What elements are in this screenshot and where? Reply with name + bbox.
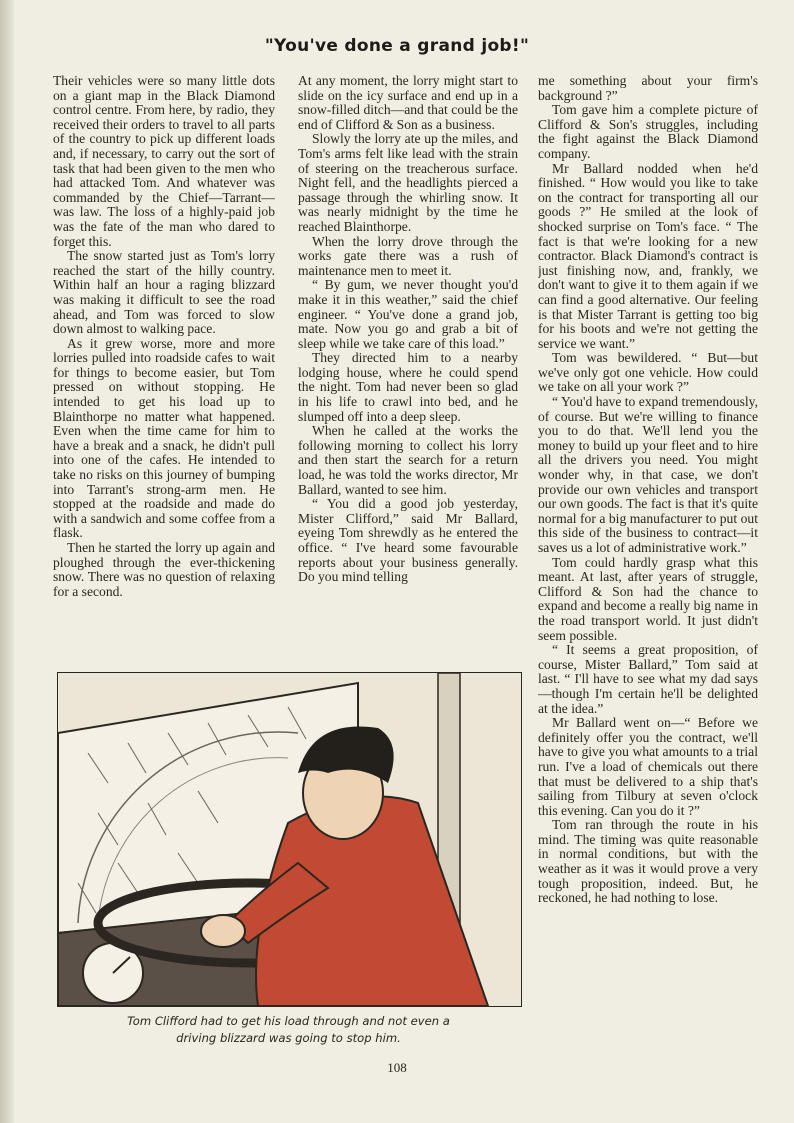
paragraph: When the lorry drove through the works gate there was a rush of maintenance men to meet it. xyxy=(298,233,518,278)
paragraph: Tom gave him a complete picture of Clifford & Son's struggles, including the fight against the Black Diamond company. xyxy=(538,102,758,161)
paragraph: “ By gum, we never thought you'd make it in this weather,” said the chief engineer. “ You've done a grand job, mate. Now you go and grab a bit of sleep while we take care of this load.” xyxy=(298,277,518,351)
paragraph: Mr Ballard nodded when he'd finished. “ How would you like to take on the contract for transporting all our goods ?” He smiled at the look of shocked surprise on Tom's face. “ The fact is that we're looking for a new contractor. Black Diamond's contract is just finishing now, and, frankly, we don't want to give it to them again if we can find a good alternative. Our feeling is that Mister Tarrant is getting too big for his boots and we're not getting the service we want.” xyxy=(538,160,758,351)
caption-line: driving blizzard was going to stop him. xyxy=(176,1031,401,1045)
paragraph: As it grew worse, more and more lorries pulled into roadside cafes to wait for things to become easier, but Tom pressed on without stopping. He intended to get his load up to Blainthorpe no matter what happened. Even when the time came for him to have a break and a snack, he didn't pull into one of the cafes. He intended to take no risks on this journey of bumping into Tarrant's strong-arm men. He stopped at the roadside and made do with a sandwich and some coffee from a flask. xyxy=(53,335,275,541)
illustration-caption xyxy=(57,1013,520,1047)
paragraph: Mr Ballard went on—“ Before we definitely offer you the contract, we'll have to give you what amounts to a trial run. I've a load of chemicals out there that must be delivered to a ship that's sailing from Tilbury at seven o'clock this evening. Can you do it ?” xyxy=(538,715,758,818)
page-binding-edge xyxy=(0,0,14,1123)
page-number: 108 xyxy=(387,1060,407,1075)
paragraph: “ It seems a great proposition, of course, Mister Ballard,” Tom said at last. “ I'll have to see what my dad says—though I'm certain he'll be delighted at the idea.” xyxy=(538,642,758,716)
paragraph: When he called at the works the following morning to collect his lorry and then start the search for a return load, he was told the works director, Mr Ballard, wanted to see him. xyxy=(298,423,518,497)
paragraph: Their vehicles were so many little dots on a giant map in the Black Diamond control centre. From here, by radio, they received their orders to travel to all parts of the country to pick up different loads and, if necessary, to carry out the sort of task that had been given to the men who had attacked Tom. And whatever was commanded by the Chief—Tarrant—was law. The loss of a highly-paid job was the fate of the man who dared to forget this. xyxy=(53,74,275,249)
paragraph: The snow started just as Tom's lorry reached the start of the hilly country. Within half an hour a raging blizzard was making it difficult to see the road ahead, and Tom was forced to slow down almost to walking pace. xyxy=(53,248,275,337)
driver-hand xyxy=(201,915,245,947)
page-title: "You've done a grand job!" xyxy=(264,36,530,56)
paragraph: They directed him to a nearby lodging house, where he could spend the night. Tom had never been so glad in his life to crawl into bed, and he slumped off into a deep sleep. xyxy=(298,350,518,424)
paragraph: At any moment, the lorry might start to slide on the icy surface and end up in a snow-filled ditch—and that could be the end of Clifford & Son as a business. xyxy=(298,74,518,132)
paragraph: me something about your firm's background ?” xyxy=(538,74,758,103)
text-column-middle xyxy=(298,74,518,664)
caption-line: Tom Clifford had to get his load through and not even a xyxy=(127,1014,450,1028)
paragraph: Tom ran through the route in his mind. The timing was quite reasonable in normal conditions, but with the weather as it was it would prove a very tough proposition, indeed. But, he reckoned, he had nothing to lose. xyxy=(538,817,758,906)
paragraph: “ You'd have to expand tremendously, of course. But we're willing to finance you to do that. We'll lend you the money to build up your fleet and to hire all the drivers you need. You might wonder why, in that case, we don't provide our own vehicles and transport our own goods. The fact is that it's quite normal for a big manufacturer to put out this side of the business to contract—it saves us a lot of administrative work.” xyxy=(538,394,758,555)
paragraph: “ You did a good job yesterday, Mister Clifford,” said Mr Ballard, eyeing Tom shrewdly as he entered the office. “ I've heard some favourable reports about your business generally. Do you mind telling xyxy=(298,496,518,585)
text-column-right xyxy=(538,74,758,1049)
text-column-left xyxy=(53,74,275,664)
paragraph: Slowly the lorry ate up the miles, and Tom's arms felt like lead with the strain of steering on the treacherous surface. Night fell, and the headlights pierced a passage through the whirling snow. It was nearly midnight by the time he reached Blainthorpe. xyxy=(298,131,518,234)
illustration-driver-in-blizzard xyxy=(57,672,522,1007)
paragraph: Then he started the lorry up again and ploughed through the ever-thickening snow. There was no question of relaxing for a second. xyxy=(53,540,275,599)
paragraph: Tom was bewildered. “ But—but we've only got one vehicle. How could we take on all your work ?” xyxy=(538,350,758,395)
paragraph: Tom could hardly grasp what this meant. At last, after years of struggle, Clifford & Son had the chance to expand and become a really big name in the road transport world. It just didn't seem possible. xyxy=(538,554,758,643)
